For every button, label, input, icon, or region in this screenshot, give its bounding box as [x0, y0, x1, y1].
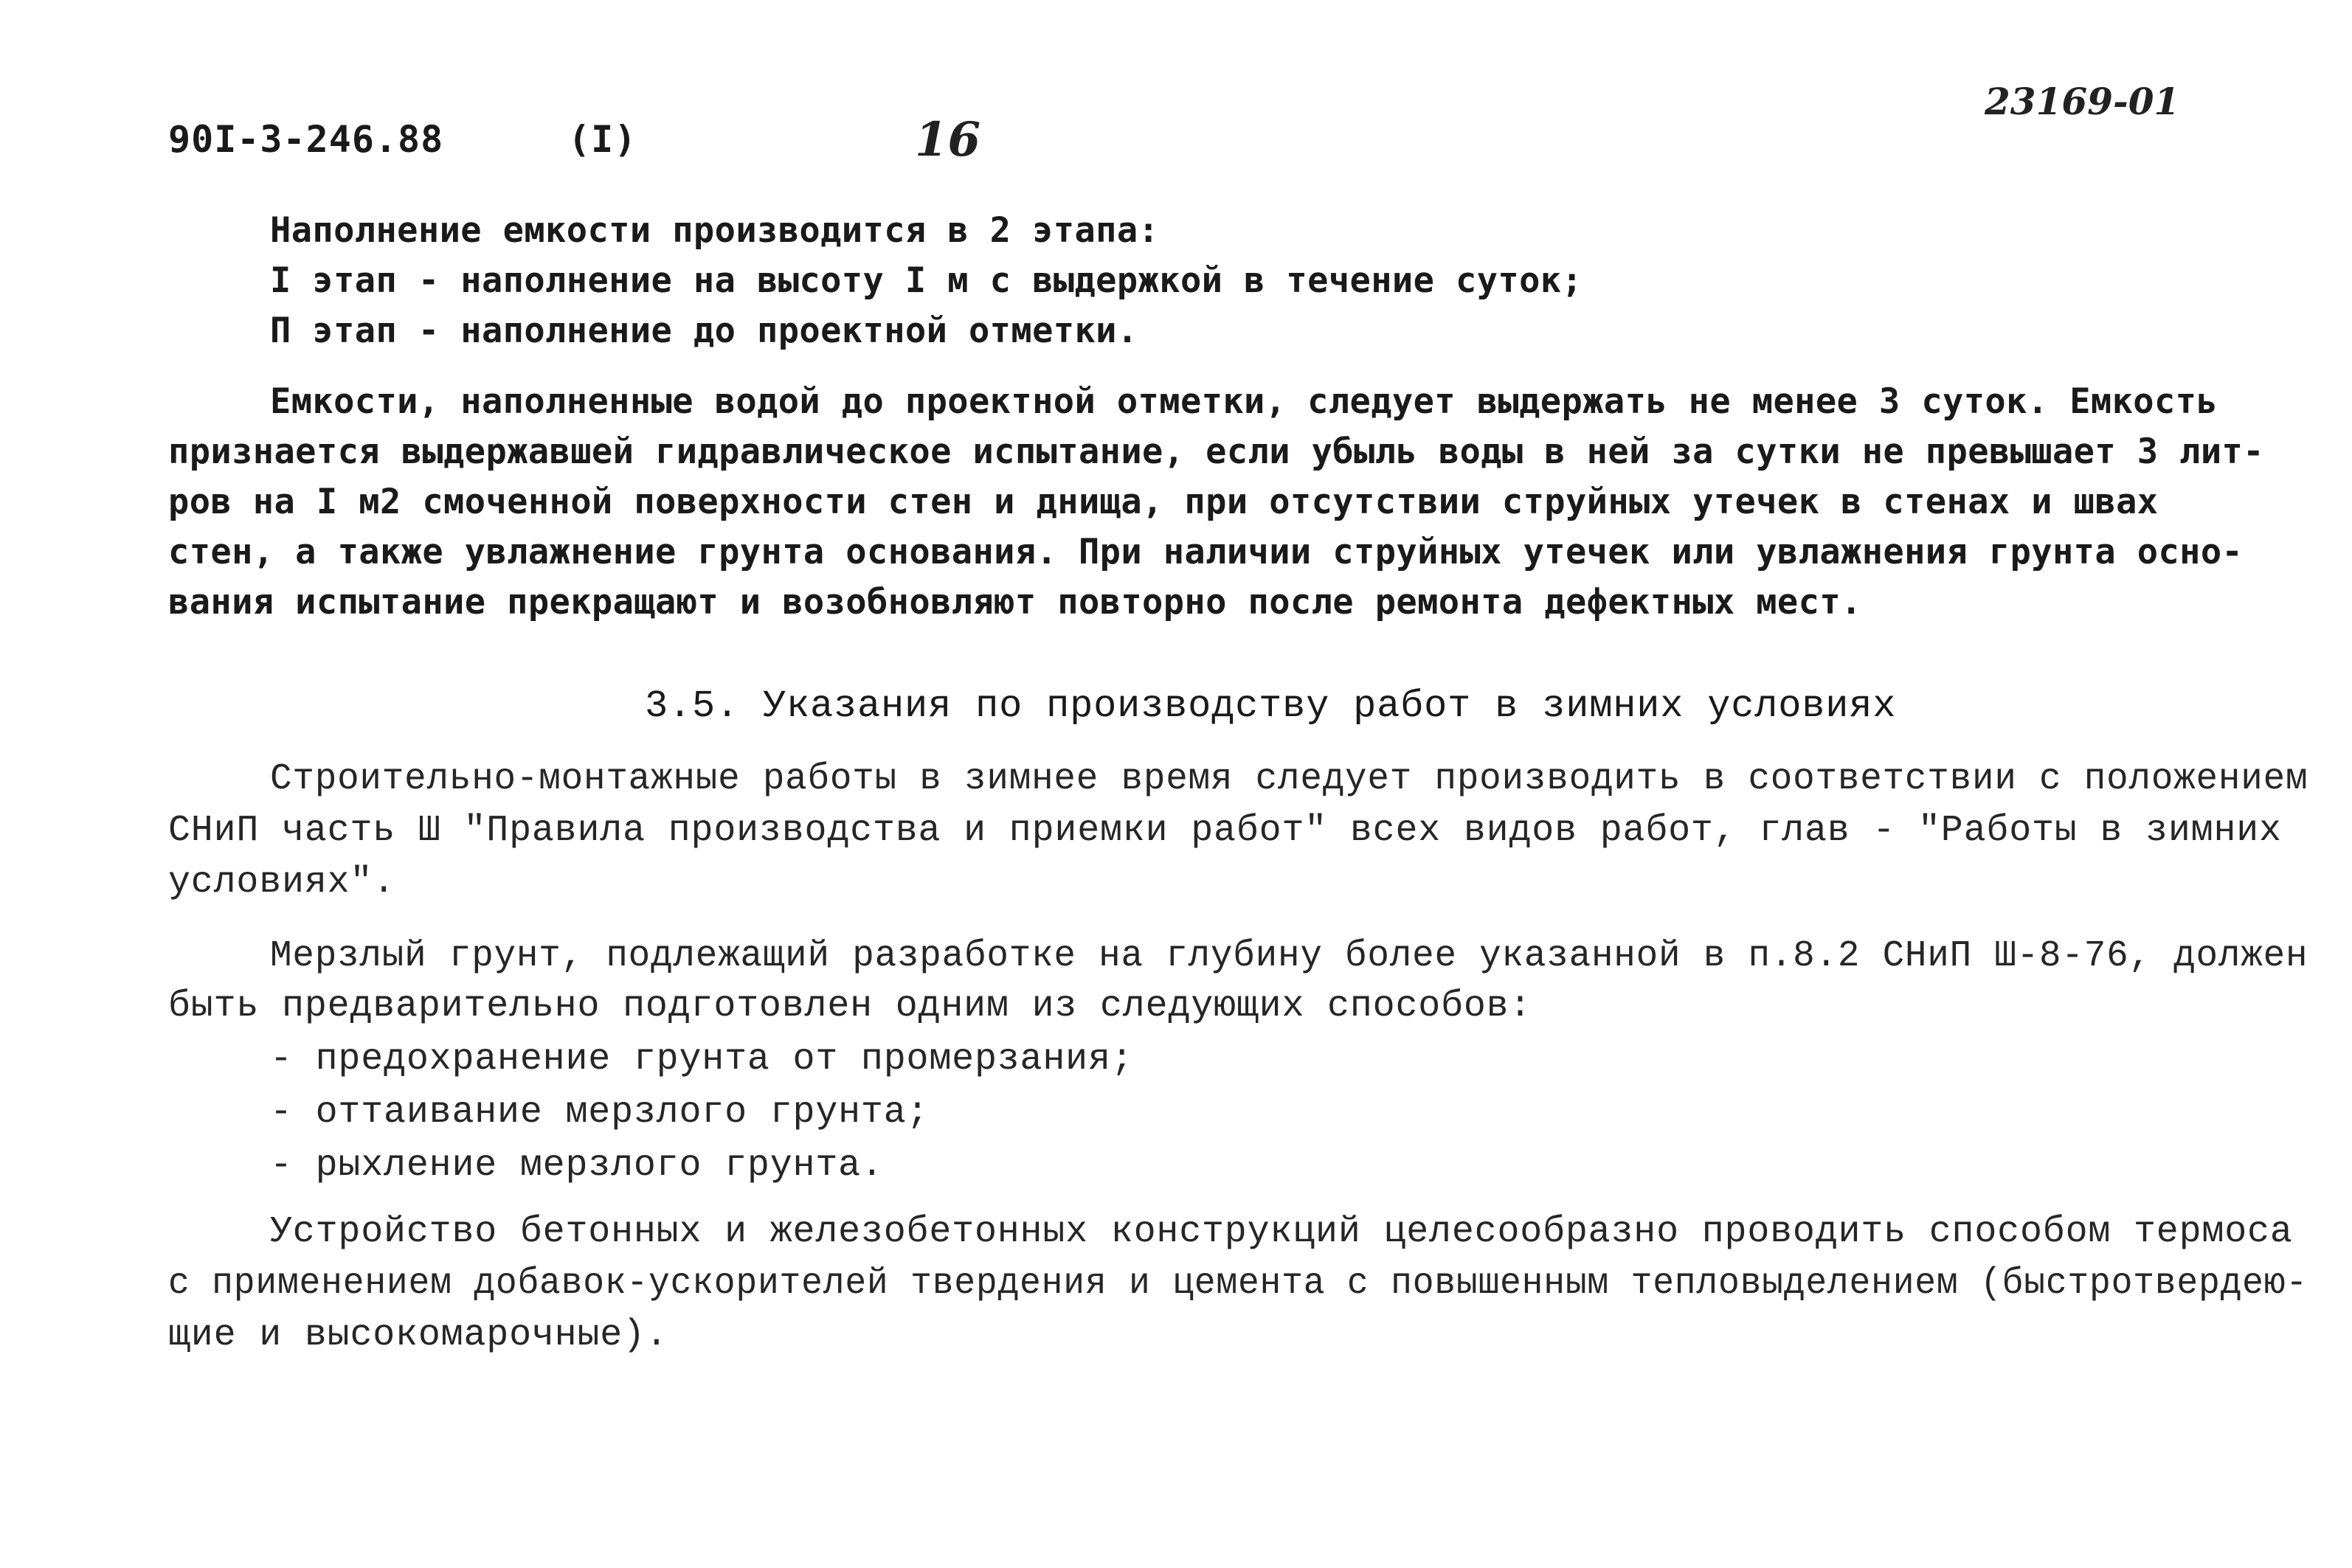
paragraph-line: ров на I м2 смоченной поверхности стен и днища, при отсутствии струйных утечек в стенах и швах — [168, 482, 2159, 522]
paragraph-line: Емкости, наполненные водой до проектной отметки, следует выдержать не менее 3 суток. Емкость — [270, 381, 2218, 422]
paragraph-line: СНиП часть Ш "Правила производства и приемки работ" всех видов работ, глав - "Работы в зимних — [168, 810, 2282, 852]
list-item: - предохранение грунта от промерзания; — [270, 1038, 1134, 1080]
paragraph-line: Мерзлый грунт, подлежащий разработке на глубину более указанной в п.8.2 СНиП Ш-8-76, должен — [270, 935, 2308, 977]
paragraph-line: быть предварительно подготовлен одним из следующих способов: — [168, 985, 1532, 1027]
list-item: - оттаивание мерзлого грунта; — [270, 1092, 930, 1134]
paragraph-line: вания испытание прекращают и возобновляют повторно после ремонта дефектных мест. — [168, 582, 1862, 622]
archive-stamp-number: 23169-01 — [1985, 80, 2180, 123]
paragraph-line: П этап - наполнение до проектной отметки. — [270, 311, 1138, 351]
document-code: 90I-3-246.88 — [168, 118, 444, 161]
paragraph-line: признается выдержавшей гидравлическое испытание, если убыль воды в ней за сутки не превышает 3 лит- — [168, 431, 2264, 472]
paragraph-line: с применением добавок-ускорителей твердения и цемента с повышенным тепловыделением (быстротвердею- — [168, 1263, 2308, 1305]
paragraph-line: условиях". — [168, 861, 396, 903]
paragraph-line: Наполнение емкости производится в 2 этапа: — [270, 210, 1160, 251]
paragraph-line: I этап - наполнение на высоту I м с выдержкой в течение суток; — [270, 260, 1583, 301]
paragraph-line: Устройство бетонных и железобетонных конструкций целесообразно проводить способом термоса — [270, 1211, 2293, 1253]
paragraph-line: Строительно-монтажные работы в зимнее время следует производить в соответствии с положением — [270, 758, 2308, 800]
list-item: - рыхление мерзлого грунта. — [270, 1145, 884, 1187]
paragraph-line: стен, а также увлажнение грунта основания. При наличии струйных утечек или увлажнения грунта осно- — [168, 532, 2244, 572]
part-marker: (I) — [568, 118, 637, 161]
page-number: 16 — [915, 112, 981, 167]
section-heading: 3.5. Указания по производству работ в зимних условиях — [645, 684, 1897, 728]
paragraph-line: щие и высокомарочные). — [168, 1314, 668, 1356]
